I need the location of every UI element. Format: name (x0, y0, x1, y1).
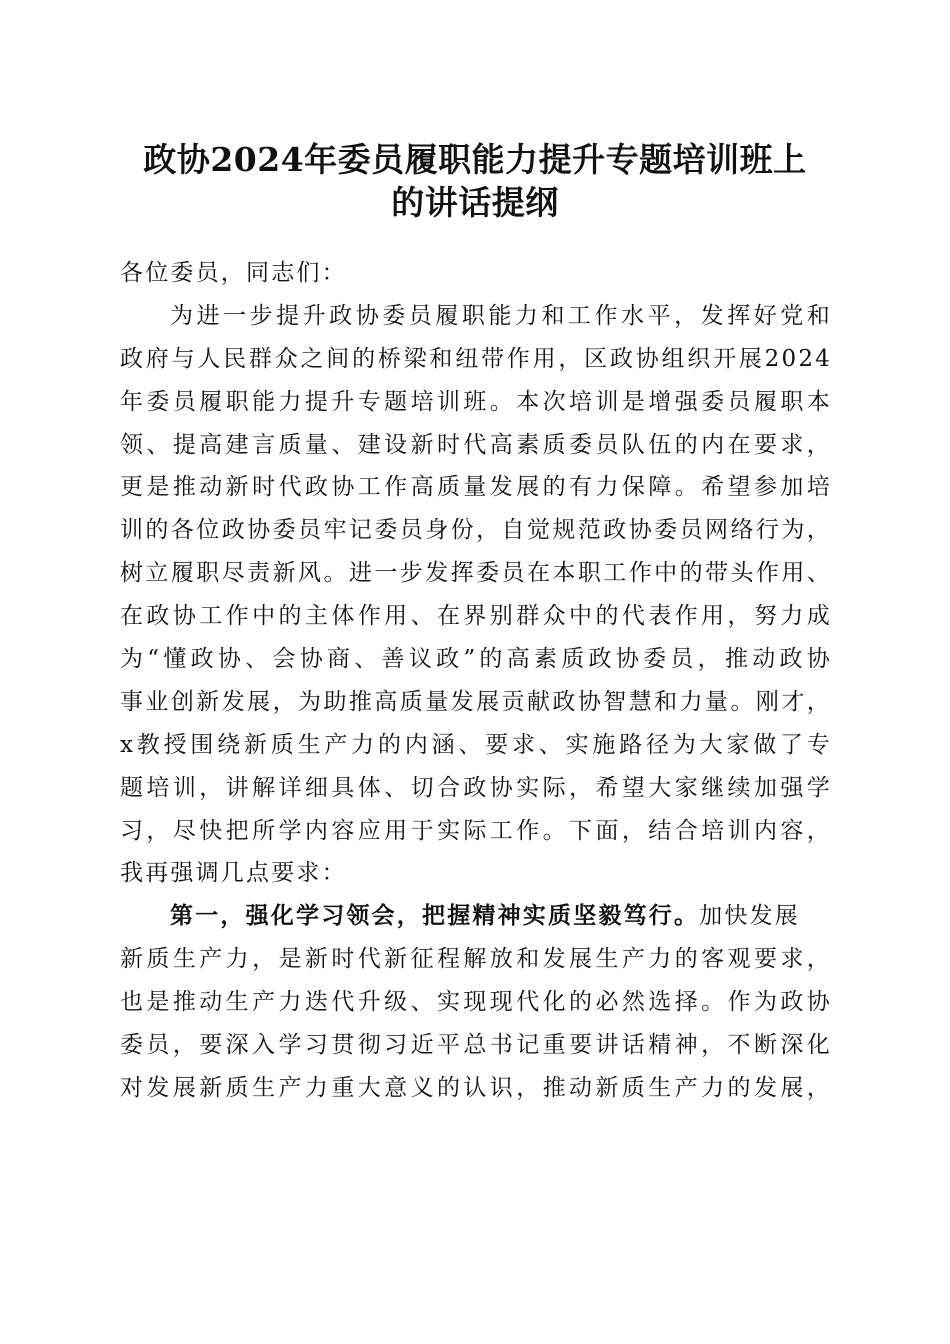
body-line: 也是推动生产力迭代升级、实现现代化的必然选择。作为政协 (120, 989, 832, 1016)
body-line-continuation: 加快发展 (699, 903, 801, 930)
body-line: 对发展新质生产力重大意义的认识，推动新质生产力的发展， (120, 1074, 832, 1101)
section-heading: 第一，强化学习领会，把握精神实质坚毅笃行。 (170, 902, 700, 930)
body-line: 为“懂政协、会协商、善议政”的高素质政协委员，推动政协 (120, 646, 832, 673)
body-line: 训的各位政协委员牢记委员身份，自觉规范政协委员网络行为， (120, 517, 832, 544)
body-line: 在政协工作中的主体作用、在界别群众中的代表作用，努力成 (120, 603, 832, 630)
body-line: 新质生产力，是新时代新征程解放和发展生产力的客观要求， (120, 946, 832, 973)
document-title-line-2: 的讲话提纲 (391, 183, 559, 222)
body-line: 树立履职尽责新风。进一步发挥委员在本职工作中的带头作用、 (120, 560, 832, 587)
body-line: 年委员履职能力提升专题培训班。本次培训是增强委员履职本 (120, 388, 832, 415)
body-line: 政府与人民群众之间的桥梁和纽带作用，区政协组织开展2024 (120, 345, 832, 372)
body-line: 更是推动新时代政协工作高质量发展的有力保障。希望参加培 (120, 474, 832, 501)
body-line: 习，尽快把所学内容应用于实际工作。下面，结合培训内容， (120, 817, 832, 844)
section-heading-line (120, 895, 832, 938)
body-line: 题培训，讲解详细具体、切合政协实际，希望大家继续加强学 (120, 774, 832, 801)
body-line: 领、提高建言质量、建设新时代高素质委员队伍的内在要求， (120, 431, 832, 458)
document-body (120, 252, 832, 1110)
body-line: 我再强调几点要求： (120, 860, 347, 887)
body-line: x教授围绕新质生产力的内涵、要求、实施路径为大家做了专 (120, 731, 832, 758)
salutation: 各位委员，同志们： (120, 260, 347, 286)
body-line: 事业创新发展，为助推高质量发展贡献政协智慧和力量。刚才， (120, 688, 832, 715)
document-title-line-1: 政协2024年委员履职能力提升专题培训班上 (143, 140, 807, 179)
body-line: 委员，要深入学习贯彻习近平总书记重要讲话精神，不断深化 (120, 1032, 832, 1059)
body-line: 为进一步提升政协委员履职能力和工作水平，发挥好党和 (170, 302, 832, 329)
